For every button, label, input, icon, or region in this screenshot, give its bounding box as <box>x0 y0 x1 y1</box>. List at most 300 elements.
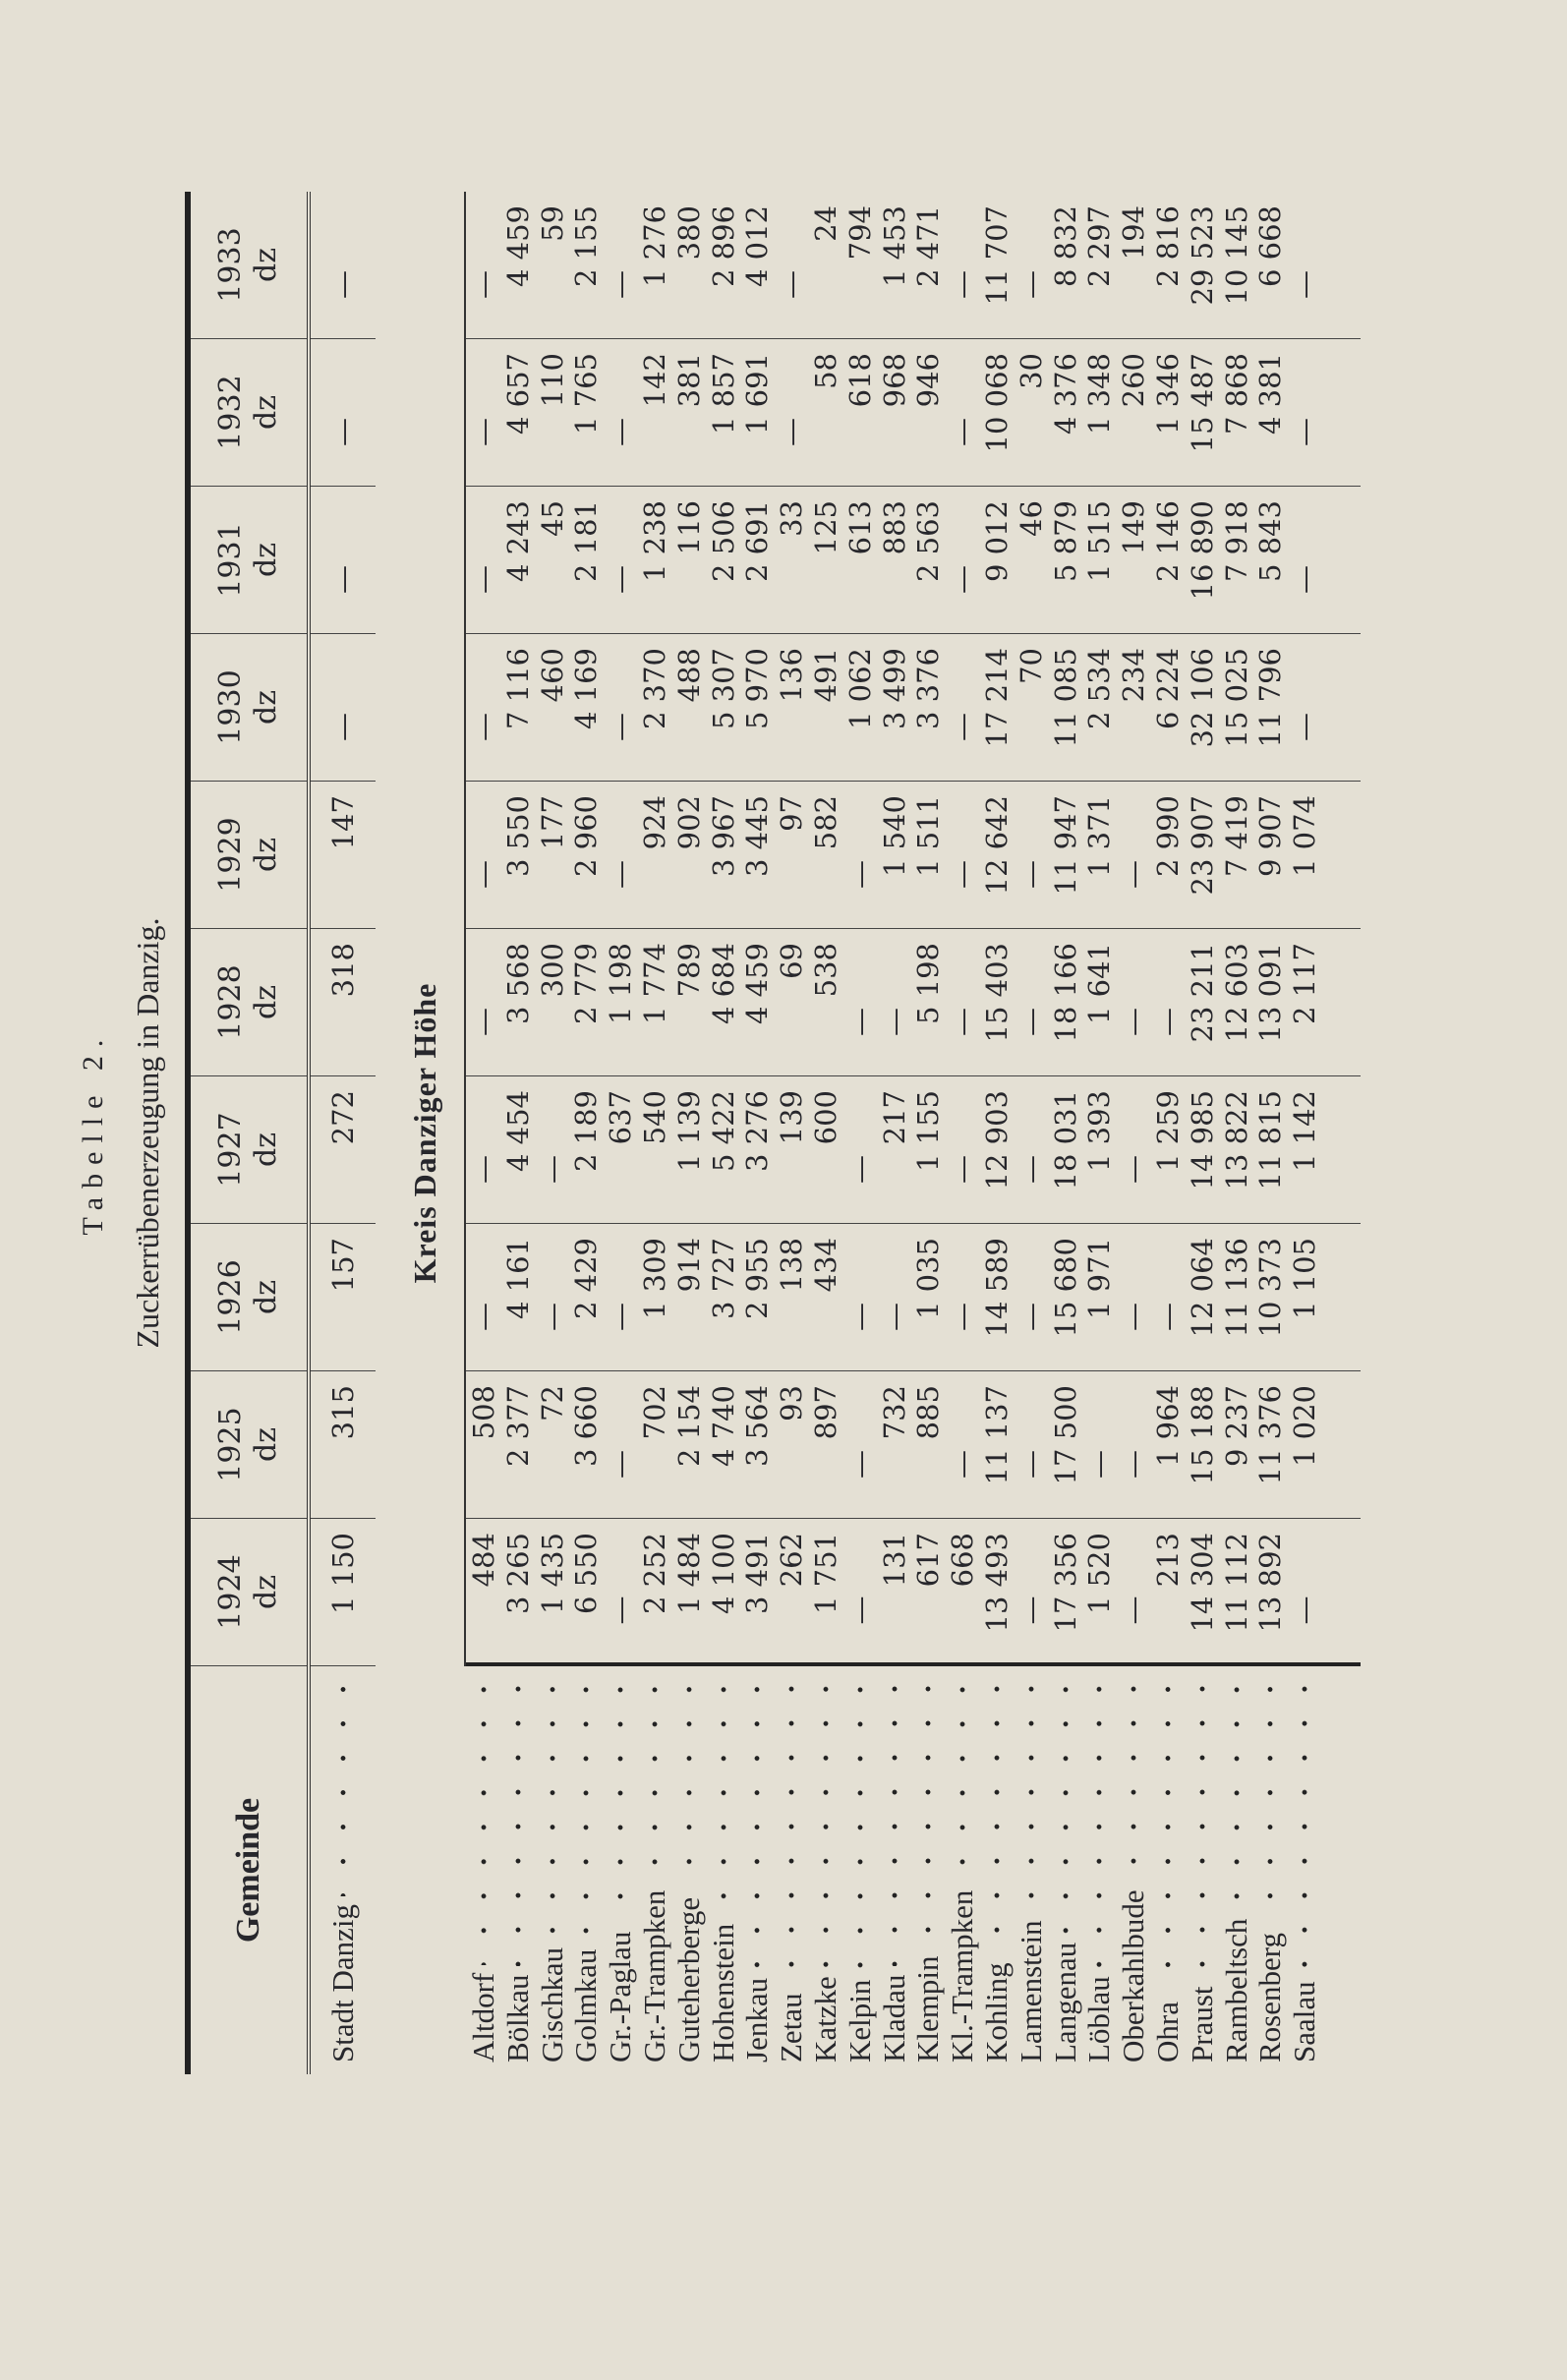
empty-dash: — <box>1116 1519 1151 1666</box>
empty-dash: — <box>774 339 809 487</box>
table-row <box>945 192 979 2074</box>
dot-leader <box>787 1672 795 1985</box>
value-cell: 582 <box>808 782 843 929</box>
value-cell: 93 <box>774 1371 809 1519</box>
unit-label: dz <box>249 1427 283 1463</box>
value-cell: 29 523 <box>1185 192 1220 339</box>
row-label: Gischkau <box>534 1946 569 2062</box>
year-label: 1931 <box>213 522 248 598</box>
value-cell: 2 181 <box>568 487 604 634</box>
value-cell: 7 116 <box>500 634 536 782</box>
dot-leader <box>616 1672 624 1924</box>
sugar-beet-table <box>185 192 1361 2074</box>
row-name <box>1287 1666 1322 2074</box>
empty-dash: — <box>1014 1224 1049 1371</box>
value-cell: 2 816 <box>1150 192 1186 339</box>
table-row <box>1116 192 1150 2074</box>
empty-dash: — <box>1287 192 1322 339</box>
empty-dash: — <box>945 929 980 1076</box>
row-name <box>706 1666 741 2074</box>
table-row <box>603 192 637 2074</box>
column-rule <box>1321 1224 1361 1371</box>
row-name <box>535 1666 570 2074</box>
unit-label: dz <box>249 1132 283 1168</box>
value-cell: 897 <box>808 1371 843 1519</box>
table-row <box>1185 192 1219 2074</box>
row-label: Guteherberge <box>670 1896 706 2062</box>
empty-dash: — <box>311 192 376 339</box>
value-cell: 318 <box>311 929 376 1076</box>
value-cell: 13 822 <box>1219 1076 1254 1224</box>
value-cell: 1 198 <box>603 929 638 1076</box>
value-cell: 234 <box>1116 634 1151 782</box>
value-cell: 4 657 <box>500 339 536 487</box>
value-cell: 16 890 <box>1185 487 1220 634</box>
table-row <box>500 192 535 2074</box>
value-cell: 5 422 <box>706 1076 741 1224</box>
row-label: Altdorf <box>466 1972 500 2062</box>
table-row <box>706 192 740 2074</box>
table-body <box>466 192 1321 2074</box>
value-cell: 1 150 <box>311 1519 376 1666</box>
header-gemeinde: Gemeinde <box>230 1797 266 1944</box>
row-name <box>979 1666 1015 2074</box>
column-rule <box>1321 929 1361 1076</box>
dot-leader <box>1164 1672 1172 1994</box>
header-row <box>191 192 311 2074</box>
row-label: Saalau <box>1287 1981 1322 2062</box>
dot-leader <box>685 1672 693 1889</box>
empty-dash: — <box>945 634 980 782</box>
dot-leader <box>480 1672 488 1965</box>
year-label: 1925 <box>213 1407 248 1482</box>
row-name <box>671 1666 707 2074</box>
value-cell: 789 <box>671 929 707 1076</box>
value-cell: 300 <box>535 929 570 1076</box>
empty-dash: — <box>603 782 638 929</box>
row-name <box>808 1666 843 2074</box>
row-label: Kladau <box>876 1974 911 2062</box>
empty-dash: — <box>535 1076 570 1224</box>
value-cell: 1 857 <box>706 339 741 487</box>
value-cell: 4 169 <box>568 634 604 782</box>
value-cell: 10 373 <box>1252 1224 1288 1371</box>
value-cell: 2 146 <box>1150 487 1186 634</box>
row-name <box>1219 1666 1254 2074</box>
value-cell: 11 707 <box>979 192 1015 339</box>
value-cell: 434 <box>808 1224 843 1371</box>
value-cell: 12 642 <box>979 782 1015 929</box>
value-cell: 2 297 <box>1081 192 1117 339</box>
row-label: Klempin <box>910 1955 946 2062</box>
value-cell: 3 445 <box>739 782 775 929</box>
value-cell: 24 <box>808 192 843 339</box>
column-rule <box>1321 1371 1361 1519</box>
row-name <box>500 1666 536 2074</box>
empty-dash: — <box>945 339 980 487</box>
value-cell: 272 <box>311 1076 376 1224</box>
table-row <box>1252 192 1287 2074</box>
table-number: Tabelle 2. <box>77 1030 109 1236</box>
value-cell: 142 <box>637 339 672 487</box>
value-cell: 262 <box>774 1519 809 1666</box>
value-cell: 2 960 <box>568 782 604 929</box>
value-cell: 4 684 <box>706 929 741 1076</box>
value-cell: 4 740 <box>706 1371 741 1519</box>
value-cell: 33 <box>774 487 809 634</box>
value-cell: 2 155 <box>568 192 604 339</box>
value-cell: 23 907 <box>1185 782 1220 929</box>
value-cell: 5 970 <box>739 634 775 782</box>
value-cell: 17 356 <box>1048 1519 1083 1666</box>
empty-dash: — <box>1150 1224 1186 1371</box>
value-cell: 217 <box>877 1076 912 1224</box>
column-rule <box>1321 634 1361 782</box>
value-cell: 2 534 <box>1081 634 1117 782</box>
empty-dash: — <box>842 1076 878 1224</box>
row-name <box>877 1666 912 2074</box>
row-name <box>568 1666 604 2074</box>
unit-label: dz <box>249 543 283 578</box>
value-cell: 4 454 <box>500 1076 536 1224</box>
value-cell: 2 691 <box>739 487 775 634</box>
value-cell: 69 <box>774 929 809 1076</box>
value-cell: 2 779 <box>568 929 604 1076</box>
value-cell: 902 <box>671 782 707 929</box>
value-cell: 3 564 <box>739 1371 775 1519</box>
row-name <box>910 1666 946 2074</box>
value-cell: 7 419 <box>1219 782 1254 929</box>
empty-dash: — <box>1014 1371 1049 1519</box>
row-label: Praust <box>1184 1986 1219 2062</box>
table-row <box>774 192 808 2074</box>
value-cell: 14 985 <box>1185 1076 1220 1224</box>
dot-leader <box>958 1672 966 1883</box>
value-cell: 732 <box>877 1371 912 1519</box>
table-row <box>842 192 877 2074</box>
empty-dash: — <box>945 192 980 339</box>
value-cell: 58 <box>808 339 843 487</box>
value-cell: 613 <box>842 487 878 634</box>
table-row <box>979 192 1014 2074</box>
dot-leader <box>993 1672 1001 1954</box>
row-label: Kohling <box>978 1962 1014 2062</box>
value-cell: 125 <box>808 487 843 634</box>
value-cell: 3 550 <box>500 782 536 929</box>
empty-dash: — <box>603 192 638 339</box>
value-cell: 4 161 <box>500 1224 536 1371</box>
value-cell: 11 137 <box>979 1371 1015 1519</box>
empty-dash: — <box>466 634 501 782</box>
empty-dash: — <box>945 782 980 929</box>
value-cell: 11 815 <box>1252 1076 1288 1224</box>
row-label: Kl.-Trampken <box>945 1889 980 2062</box>
value-cell: 1 346 <box>1150 339 1186 487</box>
unit-label: dz <box>249 690 283 726</box>
dot-leader <box>720 1672 727 1916</box>
value-cell: 1 259 <box>1150 1076 1186 1224</box>
value-cell: 924 <box>637 782 672 929</box>
value-cell: 1 309 <box>637 1224 672 1371</box>
empty-dash: — <box>945 1076 980 1224</box>
stadt-danzig-row <box>311 192 376 2074</box>
row-label: Golmkau <box>568 1948 604 2062</box>
value-cell: 213 <box>1150 1519 1186 1666</box>
value-cell: 4 376 <box>1048 339 1083 487</box>
value-cell: 2 506 <box>706 487 741 634</box>
unit-label: dz <box>249 1575 283 1610</box>
value-cell: 460 <box>535 634 570 782</box>
empty-dash: — <box>842 782 878 929</box>
row-label: Oberkahlbude <box>1116 1889 1151 2062</box>
empty-dash: — <box>603 634 638 782</box>
value-cell: 794 <box>842 192 878 339</box>
value-cell: 3 376 <box>910 634 946 782</box>
value-cell: 5 307 <box>706 634 741 782</box>
header-year-1926 <box>191 1224 307 1371</box>
dot-leader <box>1198 1672 1206 1979</box>
value-cell: 1 435 <box>535 1519 570 1666</box>
value-cell: 1 393 <box>1081 1076 1117 1224</box>
table-row <box>1150 192 1185 2074</box>
dot-leader <box>1130 1672 1137 1882</box>
value-cell: 1 105 <box>1287 1224 1322 1371</box>
value-cell: 508 <box>466 1371 501 1519</box>
unit-label: dz <box>249 985 283 1020</box>
dot-leader <box>891 1672 899 1966</box>
value-cell: 1 020 <box>1287 1371 1322 1519</box>
value-cell: 1 238 <box>637 487 672 634</box>
value-cell: 637 <box>603 1076 638 1224</box>
value-cell: 13 493 <box>979 1519 1015 1666</box>
empty-dash: — <box>1081 1371 1117 1519</box>
row-label: Zetau <box>774 1993 809 2062</box>
empty-dash: — <box>877 1224 912 1371</box>
dot-leader <box>753 1672 761 1970</box>
row-label: Kelpin <box>842 1979 877 2062</box>
value-cell: 97 <box>774 782 809 929</box>
value-cell: 12 603 <box>1219 929 1254 1076</box>
value-cell: 70 <box>1014 634 1049 782</box>
value-cell: 10 145 <box>1219 192 1254 339</box>
value-cell: 2 563 <box>910 487 946 634</box>
empty-dash: — <box>877 929 912 1076</box>
value-cell: 1 751 <box>808 1519 843 1666</box>
value-cell: 1 139 <box>671 1076 707 1224</box>
empty-dash: — <box>1150 929 1186 1076</box>
value-cell: 9 012 <box>979 487 1015 634</box>
year-label: 1926 <box>213 1259 248 1335</box>
value-cell: 600 <box>808 1076 843 1224</box>
value-cell: 72 <box>535 1371 570 1519</box>
column-rule <box>1321 782 1361 929</box>
empty-dash: — <box>535 1224 570 1371</box>
row-label: Lamenstein <box>1013 1920 1048 2062</box>
table-row <box>1014 192 1048 2074</box>
value-cell: 2 429 <box>568 1224 604 1371</box>
row-name <box>1252 1666 1288 2074</box>
dot-leader <box>514 1672 522 1966</box>
empty-dash: — <box>1287 339 1322 487</box>
value-cell: 2 117 <box>1287 929 1322 1076</box>
value-cell: 3 491 <box>739 1519 775 1666</box>
value-cell: 12 064 <box>1185 1224 1220 1371</box>
year-label: 1929 <box>213 817 248 893</box>
row-label: Löblau <box>1081 1976 1117 2062</box>
row-name <box>1081 1666 1117 2074</box>
value-cell: 946 <box>910 339 946 487</box>
row-label: Katzke <box>807 1976 842 2062</box>
value-cell: 702 <box>637 1371 672 1519</box>
value-cell: 18 031 <box>1048 1076 1083 1224</box>
value-cell: 4 459 <box>500 192 536 339</box>
value-cell: 136 <box>774 634 809 782</box>
table-row <box>637 192 671 2074</box>
column-rule <box>1321 1076 1361 1224</box>
value-cell: 1 062 <box>842 634 878 782</box>
empty-dash: — <box>945 1224 980 1371</box>
table-row <box>1219 192 1253 2074</box>
table-row <box>808 192 842 2074</box>
year-label: 1928 <box>213 964 248 1040</box>
value-cell: 315 <box>311 1371 376 1519</box>
column-rule <box>1321 487 1361 634</box>
value-cell: 15 680 <box>1048 1224 1083 1371</box>
empty-dash: — <box>842 1371 878 1519</box>
value-cell: 668 <box>945 1519 980 1666</box>
value-cell: 110 <box>535 339 570 487</box>
column-rule <box>1321 1519 1361 1666</box>
value-cell: 2 189 <box>568 1076 604 1224</box>
value-cell: 149 <box>1116 487 1151 634</box>
dot-leader <box>1027 1672 1035 1912</box>
empty-dash: — <box>466 339 501 487</box>
value-cell: 1 142 <box>1287 1076 1322 1224</box>
value-cell: 138 <box>774 1224 809 1371</box>
row-name <box>1116 1666 1151 2074</box>
value-cell: 1 484 <box>671 1519 707 1666</box>
value-cell: 1 511 <box>910 782 946 929</box>
row-name <box>1185 1666 1220 2074</box>
dot-leader <box>856 1672 864 1972</box>
row-label: Rambeltsch <box>1218 1918 1253 2062</box>
value-cell: 2 990 <box>1150 782 1186 929</box>
value-cell: 1 691 <box>739 339 775 487</box>
value-cell: 15 188 <box>1185 1371 1220 1519</box>
rule <box>464 192 466 1666</box>
table-row <box>466 192 500 2074</box>
unit-label: dz <box>249 248 283 283</box>
value-cell: 13 892 <box>1252 1519 1288 1666</box>
row-label: Gr.-Trampken <box>636 1889 671 2062</box>
row-label: Ohra <box>1149 2002 1185 2062</box>
empty-dash: — <box>1014 1519 1049 1666</box>
empty-dash: — <box>603 487 638 634</box>
unit-label: dz <box>249 1280 283 1315</box>
row-name <box>945 1666 980 2074</box>
row-name <box>311 1666 376 2074</box>
value-cell: 59 <box>535 192 570 339</box>
year-label: 1924 <box>213 1554 248 1630</box>
value-cell: 45 <box>535 487 570 634</box>
header-year-1925 <box>191 1371 307 1519</box>
table-tail <box>1321 192 1361 2074</box>
value-cell: 177 <box>535 782 570 929</box>
value-cell: 1 074 <box>1287 782 1322 929</box>
table-row <box>535 192 569 2074</box>
value-cell: 14 304 <box>1185 1519 1220 1666</box>
value-cell: 131 <box>877 1519 912 1666</box>
value-cell: 8 832 <box>1048 192 1083 339</box>
value-cell: 1 515 <box>1081 487 1117 634</box>
value-cell: 30 <box>1014 339 1049 487</box>
unit-label: dz <box>249 838 283 873</box>
empty-dash: — <box>1287 1519 1322 1666</box>
empty-dash: — <box>311 339 376 487</box>
value-cell: 4 243 <box>500 487 536 634</box>
rotated-table-page <box>69 192 1435 2074</box>
value-cell: 1 371 <box>1081 782 1117 929</box>
header-year-1928 <box>191 929 307 1076</box>
value-cell: 3 568 <box>500 929 536 1076</box>
value-cell: 3 967 <box>706 782 741 929</box>
value-cell: 157 <box>311 1224 376 1371</box>
empty-dash: — <box>466 929 501 1076</box>
value-cell: 11 112 <box>1219 1519 1254 1666</box>
value-cell: 11 796 <box>1252 634 1288 782</box>
header-year-1932 <box>191 339 307 487</box>
value-cell: 15 487 <box>1185 339 1220 487</box>
value-cell: 883 <box>877 487 912 634</box>
column-rule <box>1321 1666 1361 2074</box>
value-cell: 260 <box>1116 339 1151 487</box>
value-cell: 7 868 <box>1219 339 1254 487</box>
empty-dash: — <box>774 192 809 339</box>
empty-dash: — <box>603 1224 638 1371</box>
empty-dash: — <box>603 339 638 487</box>
row-name <box>603 1666 638 2074</box>
empty-dash: — <box>1116 782 1151 929</box>
row-label: Jenkau <box>739 1977 775 2062</box>
value-cell: 13 091 <box>1252 929 1288 1076</box>
row-name <box>842 1666 878 2074</box>
empty-dash: — <box>1014 929 1049 1076</box>
row-name <box>774 1666 809 2074</box>
value-cell: 147 <box>311 782 376 929</box>
value-cell: 194 <box>1116 192 1151 339</box>
empty-dash: — <box>1014 1076 1049 1224</box>
header-year-1931 <box>191 487 307 634</box>
value-cell: 17 214 <box>979 634 1015 782</box>
row-label: Langenau <box>1047 1942 1082 2062</box>
table-row <box>671 192 706 2074</box>
value-cell: 968 <box>877 339 912 487</box>
value-cell: 2 471 <box>910 192 946 339</box>
row-name <box>1048 1666 1083 2074</box>
unit-label: dz <box>249 395 283 431</box>
value-cell: 46 <box>1014 487 1049 634</box>
header-year-1929 <box>191 782 307 929</box>
value-cell: 1 453 <box>877 192 912 339</box>
table-row <box>568 192 603 2074</box>
value-cell: 1 348 <box>1081 339 1117 487</box>
row-name <box>1014 1666 1049 2074</box>
value-cell: 2 377 <box>500 1371 536 1519</box>
table-row <box>1048 192 1082 2074</box>
value-cell: 617 <box>910 1519 946 1666</box>
dot-leader <box>924 1672 932 1948</box>
table-row <box>877 192 911 2074</box>
